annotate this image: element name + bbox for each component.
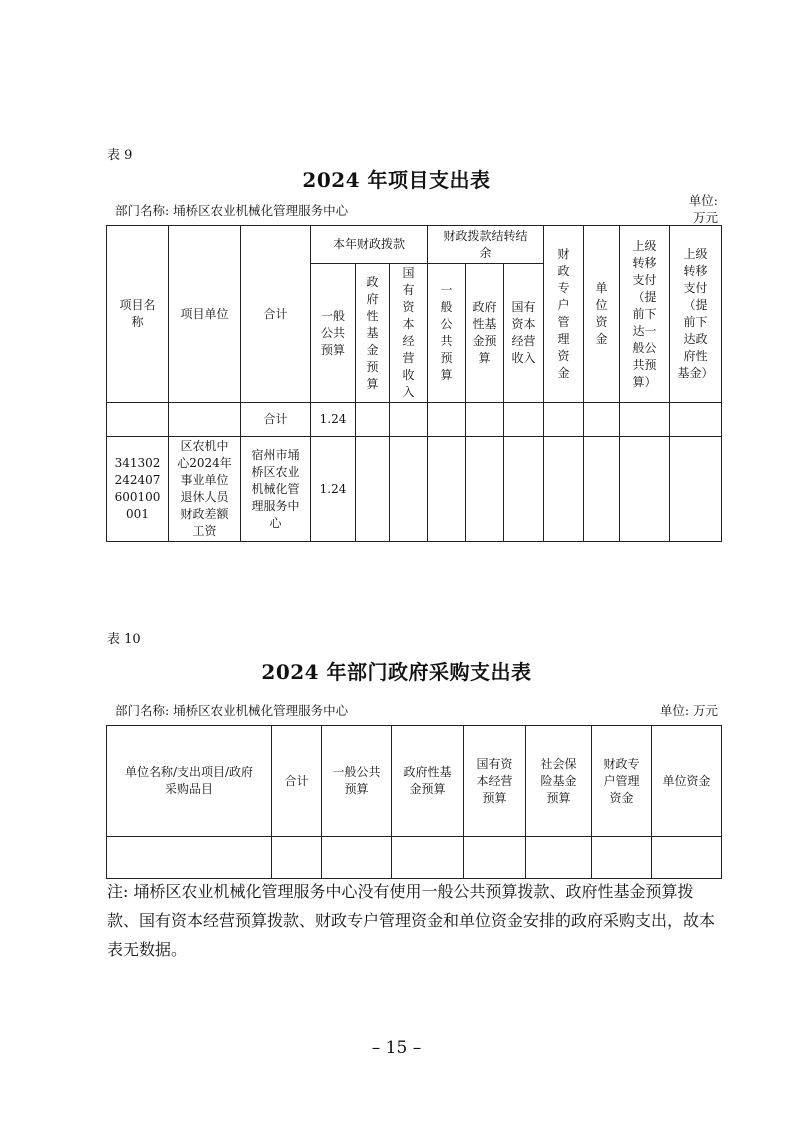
cell-empty bbox=[390, 403, 428, 437]
cell-code: 341302 242407 600100 001 bbox=[107, 437, 169, 542]
header-co-state-capital: 国有 资本 经营 收入 bbox=[504, 264, 544, 403]
header-current-year-appropriation: 本年财政拨款 bbox=[311, 226, 428, 264]
table-row-empty bbox=[107, 837, 722, 879]
header-co-fund-budget: 政府 性基 金预 算 bbox=[466, 264, 504, 403]
table9-unit: 单位: 万元 bbox=[688, 193, 718, 225]
header-total: 合计 bbox=[241, 226, 311, 403]
table-row-total bbox=[107, 403, 722, 437]
cell-empty bbox=[544, 403, 584, 437]
table9-caption: 表 9 bbox=[107, 148, 133, 163]
header-project-unit: 项目单位 bbox=[169, 226, 241, 403]
government-procurement-table bbox=[106, 725, 722, 879]
cell-general: 1.24 bbox=[311, 437, 356, 542]
cell-empty bbox=[544, 437, 584, 542]
cell-empty bbox=[466, 403, 504, 437]
header-upper-transfer-general: 上级 转移 支付 （提 前下 达一 般公 共预 算） bbox=[620, 226, 670, 403]
cell-empty bbox=[428, 403, 466, 437]
header-carryover-balance: 财政拨款结转结 余 bbox=[428, 226, 544, 264]
cell-empty bbox=[670, 403, 722, 437]
table10-dept-name: 部门名称: 埇桥区农业机械化管理服务中心 bbox=[115, 703, 349, 718]
cell-empty bbox=[356, 403, 390, 437]
cell-empty bbox=[466, 437, 504, 542]
header-fund-budget: 政府性基 金预算 bbox=[392, 726, 464, 837]
cell-empty bbox=[272, 837, 322, 879]
table10-caption: 表 10 bbox=[107, 632, 141, 647]
cell-empty bbox=[356, 437, 390, 542]
cell-empty bbox=[428, 437, 466, 542]
header-unit-funds: 单 位 资 金 bbox=[584, 226, 620, 403]
cell-empty bbox=[620, 437, 670, 542]
cell-code bbox=[107, 403, 169, 437]
header-cy-state-capital: 国 有 资 本 经 营 收 入 bbox=[390, 264, 428, 403]
cell-empty bbox=[652, 837, 722, 879]
cell-empty bbox=[322, 837, 392, 879]
header-cy-general-budget: 一般 公共 预算 bbox=[311, 264, 356, 403]
header-state-capital-budget: 国有资 本经营 预算 bbox=[464, 726, 526, 837]
cell-unit: 合计 bbox=[241, 403, 311, 437]
header-social-insurance-budget: 社会保 险基金 预算 bbox=[526, 726, 592, 837]
cell-empty bbox=[592, 837, 652, 879]
header-cy-fund-budget: 政 府 性 基 金 预 算 bbox=[356, 264, 390, 403]
table10-unit: 单位: 万元 bbox=[659, 703, 718, 718]
table-row bbox=[107, 437, 722, 542]
header-total: 合计 bbox=[272, 726, 322, 837]
header-co-general-budget: 一 般 公 共 预 算 bbox=[428, 264, 466, 403]
cell-empty bbox=[670, 437, 722, 542]
cell-name bbox=[169, 403, 241, 437]
cell-empty bbox=[464, 837, 526, 879]
header-special-account-funds: 财政专 户管理 资金 bbox=[592, 726, 652, 837]
cell-empty bbox=[390, 437, 428, 542]
cell-empty bbox=[504, 437, 544, 542]
table10-title: 2024 年部门政府采购支出表 bbox=[261, 660, 532, 684]
cell-empty bbox=[526, 837, 592, 879]
header-procurement-item: 单位名称/支出项目/政府 采购品目 bbox=[107, 726, 272, 837]
cell-name: 区农机中 心2024年 事业单位 退休人员 财政差额 工资 bbox=[169, 437, 241, 542]
table10-note: 注: 埇桥区农业机械化管理服务中心没有使用一般公共预算拨款、政府性基金预算拨款、国有资本经营预算拨款、财政专户管理资金和单位资金安排的政府采购支出，故本表无数据。 bbox=[107, 882, 716, 959]
cell-empty bbox=[107, 837, 272, 879]
cell-empty bbox=[392, 837, 464, 879]
header-project-name: 项目名 称 bbox=[107, 226, 169, 403]
header-general-budget: 一般公共 预算 bbox=[322, 726, 392, 837]
cell-empty bbox=[504, 403, 544, 437]
cell-empty bbox=[584, 437, 620, 542]
project-expenditure-table bbox=[106, 225, 722, 542]
page-number: – 15 – bbox=[371, 1038, 422, 1058]
cell-general: 1.24 bbox=[311, 403, 356, 437]
cell-unit: 宿州市埇 桥区农业 机械化管 理服务中 心 bbox=[241, 437, 311, 542]
header-special-account-funds: 财 政 专 户 管 理 资 金 bbox=[544, 226, 584, 403]
cell-empty bbox=[620, 403, 670, 437]
table9-dept-name: 部门名称: 埇桥区农业机械化管理服务中心 bbox=[115, 203, 349, 218]
cell-empty bbox=[584, 403, 620, 437]
header-unit-funds: 单位资金 bbox=[652, 726, 722, 837]
header-upper-transfer-fund: 上级 转移 支付 （提 前下 达政 府性 基金） bbox=[670, 226, 722, 403]
table9-title: 2024 年项目支出表 bbox=[302, 168, 491, 192]
